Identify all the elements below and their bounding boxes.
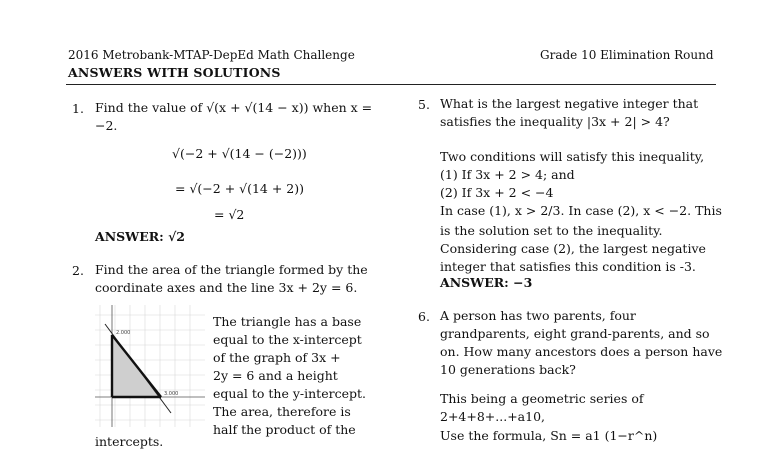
- q5-answer: [440, 274, 532, 292]
- q1-answer-label: ANSWER:: [95, 229, 164, 244]
- q2-sol-7: half the product of the: [213, 422, 356, 437]
- q5-answer-label: ANSWER:: [440, 275, 509, 290]
- q5-sol-2: (1) If 3x + 2 > 4; and: [440, 167, 575, 182]
- q6-sol-1: This being a geometric series of: [440, 391, 644, 406]
- q2-graph: [95, 305, 205, 427]
- q6-line4: 10 generations back?: [440, 362, 576, 377]
- q1-step3: = √2: [214, 207, 245, 222]
- q2-sol-4: 2y = 6 and a height: [213, 368, 338, 383]
- header-subtitle: ANSWERS WITH SOLUTIONS: [68, 65, 281, 80]
- q6-line1: A person has two parents, four: [440, 308, 636, 323]
- q2-number: 2.: [72, 263, 84, 278]
- q1-answer-value: √2: [168, 229, 186, 244]
- q6-number: 6.: [418, 309, 430, 324]
- q5-line1: What is the largest negative integer that: [440, 96, 699, 111]
- q5-line2: satisfies the inequality |3x + 2| > 4?: [440, 114, 670, 129]
- q5-sol-5: is the solution set to the inequality.: [440, 223, 663, 238]
- q1-step1: √(−2 + √(14 − (−2))): [172, 146, 307, 161]
- q6-sol-3: Use the formula, Sn = a1 (1−r^n): [440, 428, 658, 443]
- q2-graph-label-top: 2.000: [116, 330, 131, 336]
- q2-sol-tail: intercepts.: [95, 434, 164, 449]
- q5-sol-7: integer that satisfies this condition is -3.: [440, 259, 696, 274]
- q1-answer: [95, 228, 185, 246]
- q6-line2: grandparents, eight grand-parents, and so: [440, 326, 710, 341]
- q6-line3: on. How many ancestors does a person have: [440, 344, 723, 359]
- q5-sol-1: Two conditions will satisfy this inequality,: [440, 149, 705, 164]
- q2-sol-6: The area, therefore is: [213, 404, 351, 419]
- q2-graph-label-right: 3.000: [164, 391, 179, 397]
- q2-sol-3: of the graph of 3x +: [213, 350, 341, 365]
- q1-line1: Find the value of √(x + √(14 − x)) when x =: [95, 100, 373, 115]
- q5-sol-3: (2) If 3x + 2 < −4: [440, 185, 554, 200]
- q5-answer-value: −3: [513, 275, 533, 290]
- q1-number: 1.: [72, 101, 84, 116]
- q2-sol-5: equal to the y-intercept.: [213, 386, 366, 401]
- q1-step2: = √(−2 + √(14 + 2)): [175, 181, 305, 196]
- q5-sol-4: In case (1), x > 2/3. In case (2), x < −2. This: [440, 203, 722, 218]
- q6-sol-2: 2+4+8+...+a10,: [440, 409, 546, 424]
- header-right-title: Grade 10 Elimination Round: [540, 48, 714, 62]
- header-left-title: 2016 Metrobank-MTAP-DepEd Math Challenge: [68, 48, 355, 62]
- q5-sol-6: Considering case (2), the largest negative: [440, 241, 706, 256]
- q2-sol-2: equal to the x-intercept: [213, 332, 362, 347]
- q2-line1: Find the area of the triangle formed by the: [95, 262, 368, 277]
- q2-sol-1: The triangle has a base: [213, 314, 362, 329]
- q5-number: 5.: [418, 97, 430, 112]
- q1-line2: −2.: [95, 118, 118, 133]
- q2-line2: coordinate axes and the line 3x + 2y = 6.: [95, 280, 358, 295]
- header-rule: [66, 84, 716, 85]
